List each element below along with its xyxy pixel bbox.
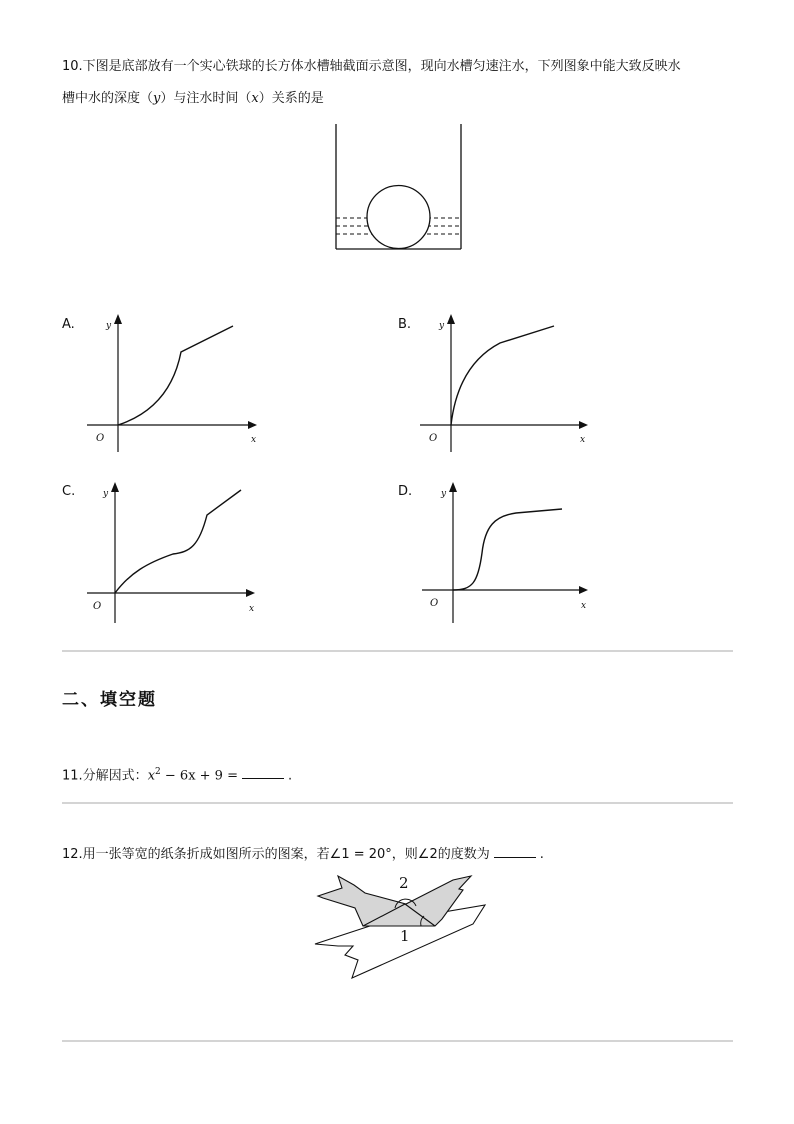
- option-a-graph: [85, 310, 265, 460]
- option-b-x-label: x: [580, 435, 586, 445]
- option-c-origin: O: [93, 601, 102, 612]
- option-b-y-label: y: [439, 321, 445, 331]
- option-c-y-label: y: [103, 489, 109, 499]
- folded-strip-figure: [305, 868, 495, 988]
- option-a-curve: [118, 326, 233, 425]
- option-d-graph: [420, 478, 600, 628]
- water-tank-diagram: [330, 120, 470, 255]
- q10-line2: [62, 84, 324, 114]
- option-a-label: A.: [62, 317, 75, 332]
- option-b-graph: [418, 310, 598, 460]
- q11-suffix: .: [287, 768, 293, 784]
- angle-2-label: 2: [399, 874, 409, 892]
- option-c-label: C.: [62, 484, 76, 499]
- q10-line2-a: 槽中水的深度（: [62, 91, 154, 106]
- divider-1: [62, 650, 733, 652]
- section-title: 二、填空题: [62, 690, 157, 710]
- iron-ball: [367, 186, 430, 249]
- q12-suffix: .: [539, 847, 544, 862]
- option-d-origin: O: [430, 598, 439, 609]
- option-b-origin: O: [429, 433, 438, 444]
- q10-var-y: y: [153, 91, 161, 106]
- option-a-y-label: y: [106, 321, 112, 331]
- q12-answer-blank[interactable]: [494, 844, 536, 858]
- q11-prefix: 11.分解因式：: [62, 768, 148, 784]
- option-d-x-label: x: [581, 601, 587, 611]
- option-a-origin: O: [96, 433, 105, 444]
- q10-line1: 10.下图是底部放有一个实心铁球的长方体水槽轴截面示意图，现向水槽匀速注水，下列图象中能大致反映水: [62, 59, 681, 74]
- q11-answer-blank[interactable]: [242, 765, 284, 779]
- q10-line2-c: ）关系的是: [258, 91, 324, 106]
- option-c-graph: [85, 478, 265, 628]
- divider-2: [62, 802, 733, 804]
- option-d-curve: [453, 509, 562, 590]
- option-d-label: D.: [398, 484, 413, 499]
- q11-expr-exp: 2: [155, 767, 161, 777]
- q10-var-x: x: [251, 91, 259, 106]
- q12-line: [62, 840, 544, 870]
- q10-line2-b: ）与注水时间（: [160, 91, 252, 106]
- option-c-x-label: x: [249, 604, 255, 614]
- option-b-label: B.: [398, 317, 412, 332]
- angle-1-label: 1: [400, 927, 410, 945]
- option-a-x-label: x: [251, 435, 257, 445]
- option-d-y-label: y: [441, 489, 447, 499]
- option-b-curve: [451, 326, 554, 425]
- q11-line: [62, 757, 292, 791]
- option-c-curve: [115, 490, 241, 593]
- q11-expr-rest: − 6x + 9 =: [160, 768, 238, 784]
- q11-expr-base: x: [147, 768, 156, 784]
- divider-3: [62, 1040, 733, 1042]
- q12-prefix: 12.用一张等宽的纸条折成如图所示的图案，若∠1 = 20°，则∠2的度数为: [62, 847, 490, 862]
